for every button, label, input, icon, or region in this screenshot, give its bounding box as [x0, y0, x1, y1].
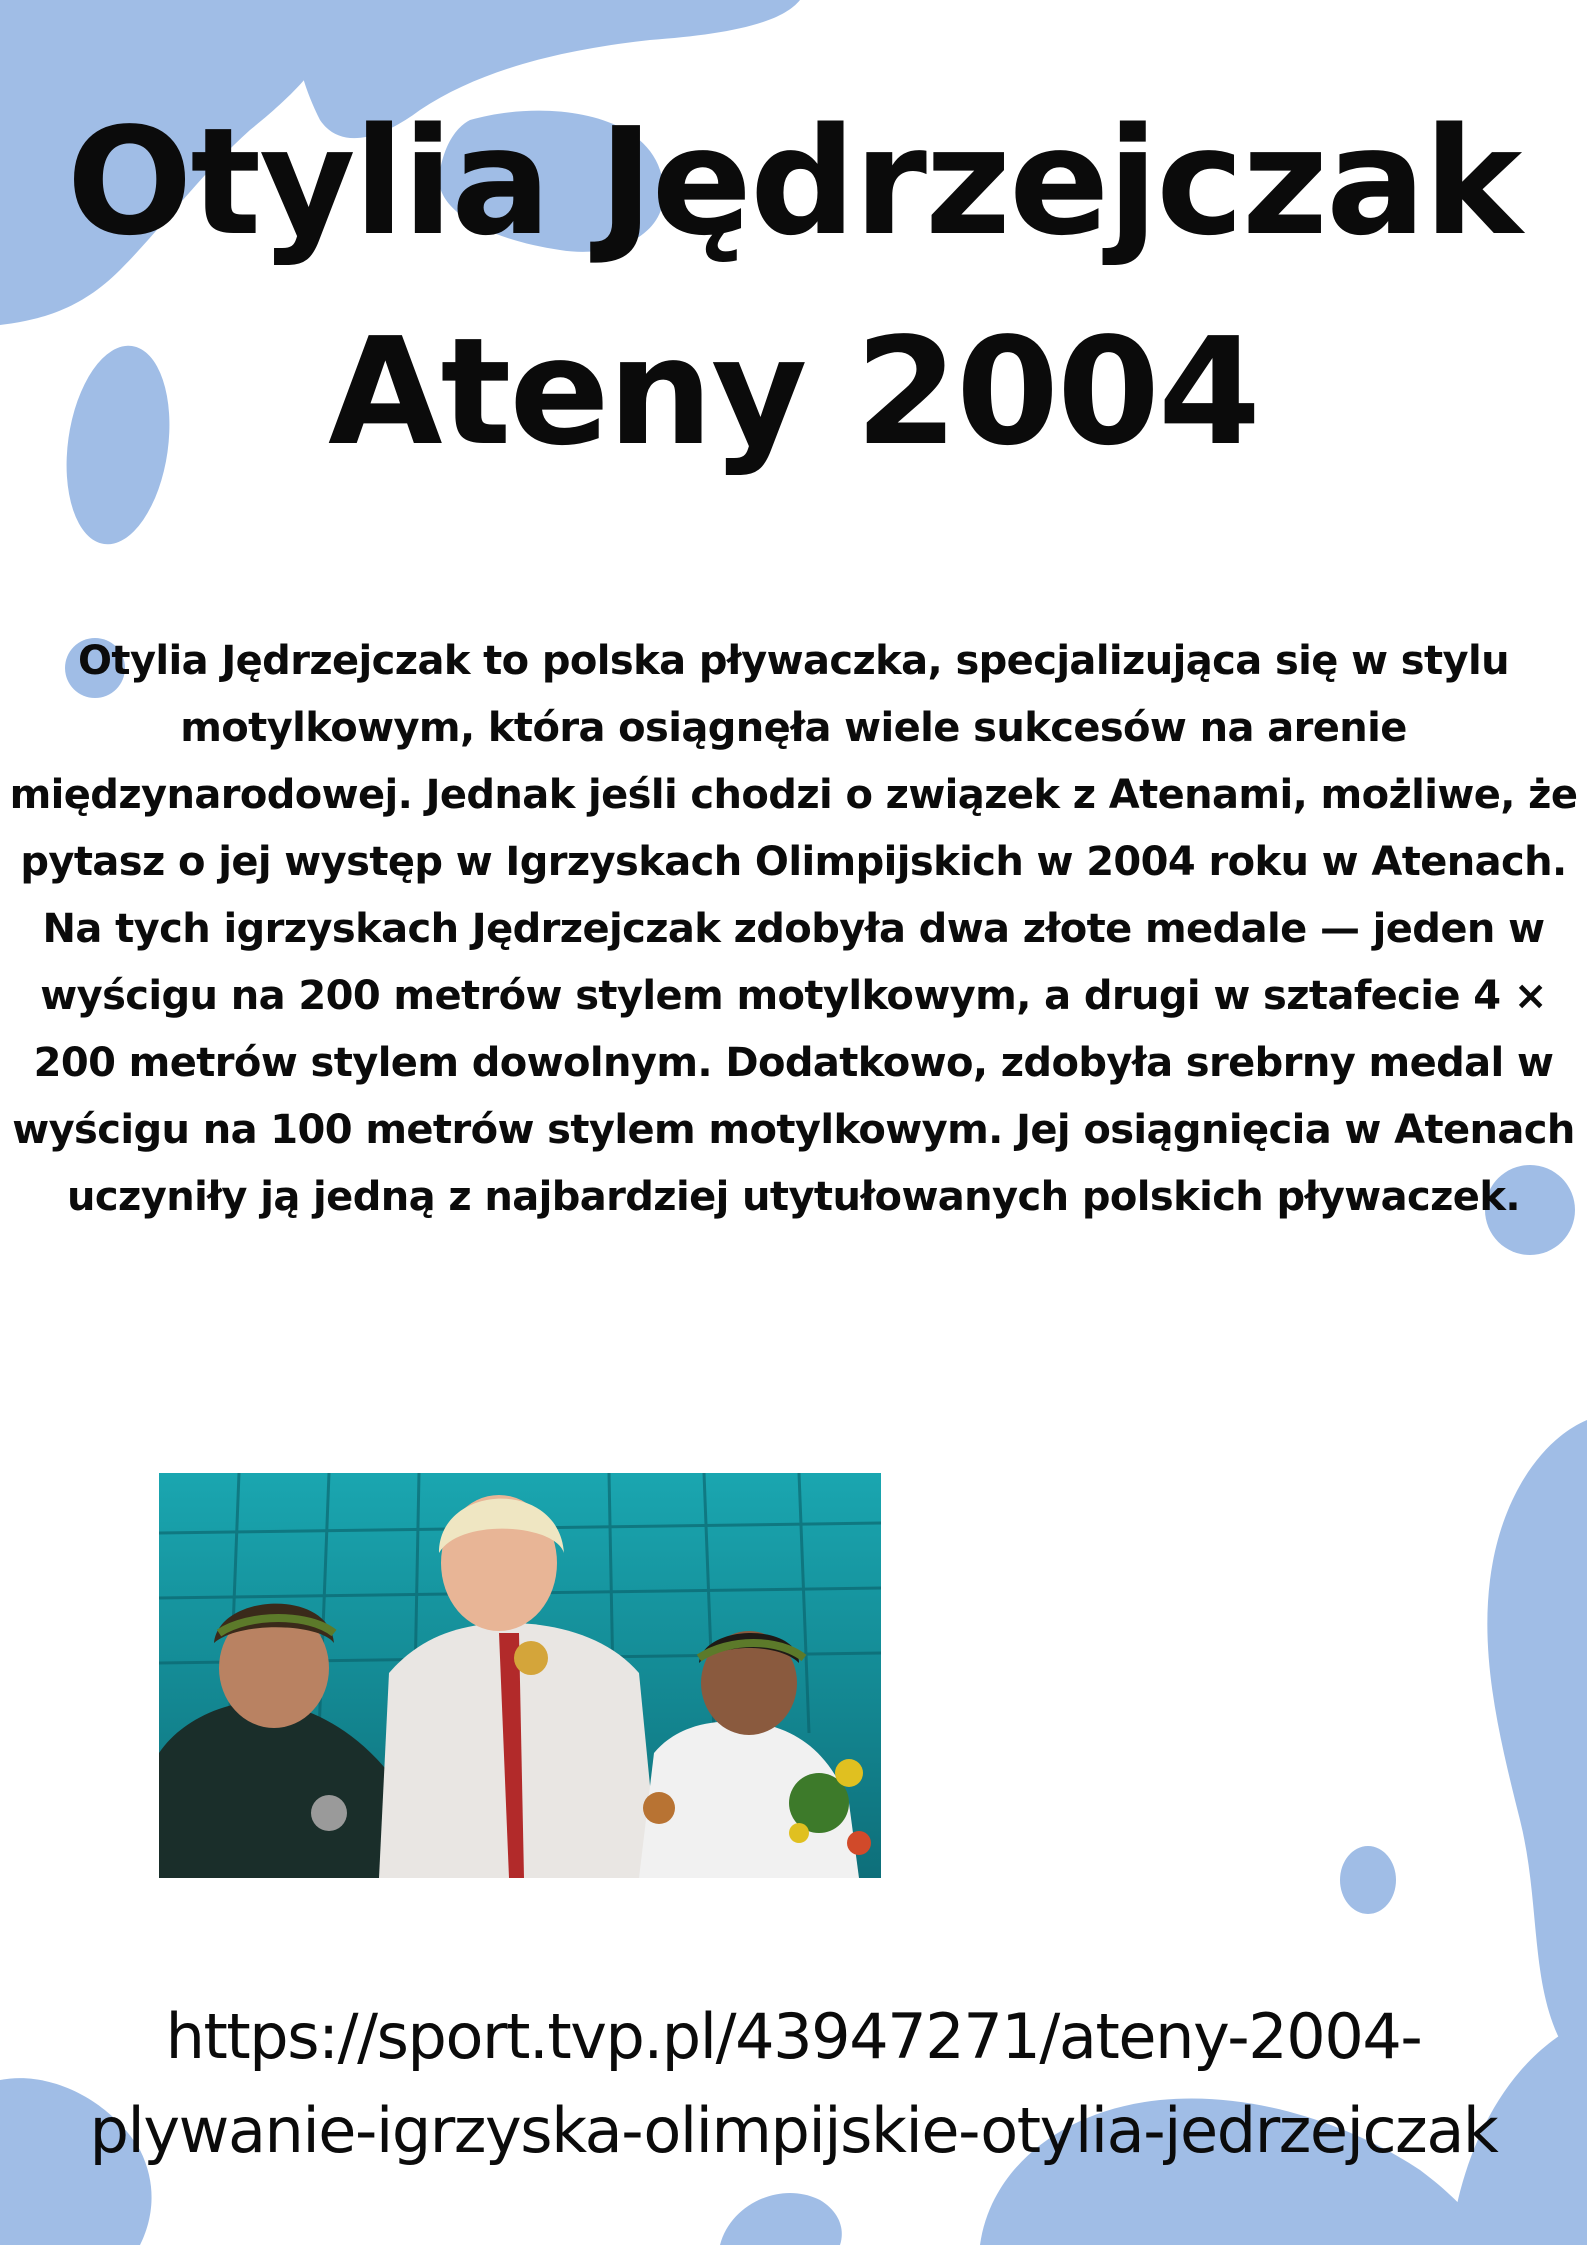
- description: [0, 628, 1587, 1231]
- source-link[interactable]: [0, 1990, 1587, 2178]
- blob-lower-right-dot: [1340, 1846, 1396, 1914]
- blob-bottom-center: [720, 2193, 842, 2245]
- source-link-line1[interactable]: https://sport.tvp.pl/43947271/ateny-2004-: [165, 2000, 1422, 2073]
- title-event: Ateny 2004: [328, 306, 1259, 478]
- source-link-line2[interactable]: plywanie-igrzyska-olimpijskie-otylia-jedrzejczak: [89, 2094, 1498, 2167]
- paragraph-medals: Na tych igrzyskach Jędrzejczak zdobyła dwa złote medale — jeden w wyścigu na 200 metrów stylem motylkowym, a drugi w sztafecie 4 × 200 metrów stylem dowolnym. Dodatkowo, zdobyła srebrny medal w wyścigu na 100 metrów stylem motylkowym. Jej osiągnięcia w Atenach uczyniły ją jedną z najbardziej utytułowanych polskich pływaczek.: [12, 906, 1575, 1220]
- podium-photo: [159, 1473, 881, 1878]
- blob-right: [1487, 1420, 1587, 2075]
- paragraph-intro: Otylia Jędrzejczak to polska pływaczka, specjalizująca się w stylu motylkowym, która osiągnęła wiele sukcesów na arenie międzynarodowej. Jednak jeśli chodzi o związek z Atenami, możliwe, że pytasz o jej występ w Igrzyskach Olimpijskich w 2004 roku w Atenach.: [9, 638, 1578, 885]
- title-name: Otylia Jędrzejczak: [66, 96, 1521, 268]
